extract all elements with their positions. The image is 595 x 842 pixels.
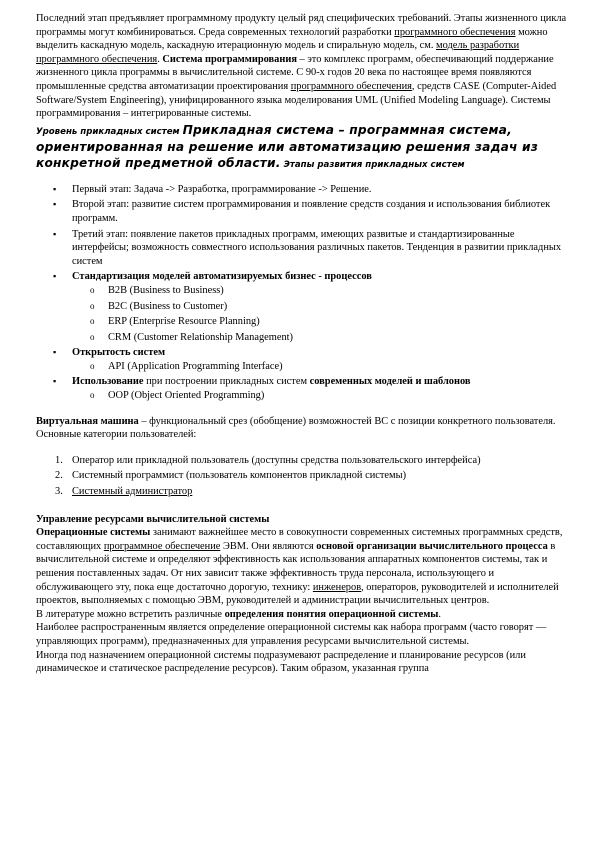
os-text: ЭВМ. Они являются bbox=[220, 540, 317, 552]
list-item bbox=[72, 389, 568, 403]
sysadmin-link[interactable]: Системный администратор bbox=[72, 486, 193, 498]
model-item: CRM (Customer Relationship Management) bbox=[108, 331, 293, 343]
users-list bbox=[36, 454, 568, 499]
model-item: ERP (Enterprise Resource Planning) bbox=[108, 316, 260, 328]
os-paragraph bbox=[36, 526, 568, 608]
virtual-machine-term: Виртуальная машина bbox=[36, 415, 139, 427]
engineers-link[interactable]: инженеров bbox=[312, 581, 362, 593]
user-category: Системный программист (пользователь компонентов прикладной системы) bbox=[72, 470, 407, 482]
list-item bbox=[36, 375, 568, 402]
section-title: Управление ресурсами вычислительной системы bbox=[36, 513, 270, 525]
applied-system-definition: Прикладная система – программная система, ориентированная на решение или автоматизацию решения задач из конкретной предметной области. bbox=[36, 122, 539, 170]
list-item bbox=[72, 300, 568, 314]
intro-text: можно выделить каскадную модель, каскадную итерационную модель и спиральную модель, см. bbox=[36, 26, 548, 52]
list-item bbox=[72, 331, 568, 345]
list-item bbox=[36, 183, 568, 197]
stage-text: Второй этап: развитие систем программирования и появление средств создания и использования библиотек программ. bbox=[72, 199, 551, 224]
api-item: API (Application Programming Interface) bbox=[108, 360, 283, 372]
list-item bbox=[36, 485, 568, 499]
patterns-list bbox=[72, 389, 568, 403]
intro-text: Последний этап предъявляет программному продукту целый ряд специфических требований. Этапы жизненного цикла программы могут комбинироваться. Среда современных технологий разработки bbox=[36, 13, 567, 38]
intro-text: . bbox=[157, 53, 163, 65]
list-item bbox=[36, 270, 568, 344]
definitions-term: определения понятия операционной системы bbox=[224, 608, 439, 620]
stages-list bbox=[36, 183, 568, 403]
intro-text: – это комплекс программ, обеспечивающий поддержание жизненного цикла программы в вычислительной системе. С 90-х годов 20 века по настоящее время появляются промышленные средства автоматизации проектирования bbox=[36, 53, 554, 92]
open-systems-list bbox=[72, 360, 568, 374]
list-number: 3. bbox=[55, 486, 63, 498]
business-models-list bbox=[72, 284, 568, 344]
definitions-text: В литературе можно встретить различные bbox=[36, 608, 225, 620]
stage-text: Стандартизация моделей автоматизируемых бизнес - процессов bbox=[72, 271, 372, 283]
intro-text: , средств CASE (Computer-Aided Software/System Engineering), унифицированного языка моделирования UML (Unified Modeling Language). Системы программирования – интегрированные системы. bbox=[36, 80, 557, 120]
heading-level-label: Уровень прикладных систем bbox=[36, 126, 183, 137]
intro-paragraph bbox=[36, 12, 568, 121]
virtual-machine-text: – функциональный срез (обобщение) возможностей ВС с позиции конкретного пользователя. Основные категории пользователей: bbox=[36, 415, 556, 441]
stage-text: современных моделей и шаблонов bbox=[309, 376, 471, 388]
stage-text: Третий этап: появление пакетов прикладных программ, имеющих развитые и стандартизированные интерфейсы; возможность совместного использования различных пакетов. Тенденция в развитии прикладных систем bbox=[72, 228, 562, 267]
list-item bbox=[36, 228, 568, 269]
definitions-line bbox=[36, 608, 568, 622]
stage-text: Первый этап: Задача -> Разработка, программирование -> Решение. bbox=[72, 183, 372, 195]
dev-model-link[interactable]: модель разработки программного обеспечения bbox=[36, 40, 520, 65]
os-text: занимают важнейшее место в совокупности современных системных программных средств, составляющих bbox=[36, 527, 563, 552]
definitions-text: . bbox=[438, 608, 442, 620]
list-item bbox=[72, 360, 568, 374]
common-definition-paragraph: Наиболее распространенным является определение операционной системы как набора программ (часто говорят — управляющих программ), предназначенных для управления ресурсами вычислительной системы. bbox=[36, 622, 547, 647]
os-basis-term: основой организации вычислительного процесса bbox=[316, 540, 548, 552]
programming-system-term: Система программирования bbox=[162, 53, 297, 65]
applied-systems-heading bbox=[36, 123, 568, 173]
stage-text: Открытость систем bbox=[72, 347, 166, 359]
list-item bbox=[36, 469, 568, 483]
software-link-3[interactable]: программное обеспечение bbox=[103, 540, 221, 552]
model-item: B2B (Business to Business) bbox=[108, 284, 224, 296]
os-term: Операционные системы bbox=[36, 527, 151, 539]
list-number: 1. bbox=[55, 454, 63, 466]
stage-text: при построении прикладных систем bbox=[143, 376, 310, 388]
os-text: , операторов, руководителей и исполнителей проектов, выполняемых с помощью ЭВМ, руководителей и администрации вычислительных центров. bbox=[36, 581, 559, 607]
model-item: B2C (Business to Customer) bbox=[108, 300, 228, 312]
list-item bbox=[72, 284, 568, 298]
oop-item: OOP (Object Oriented Programming) bbox=[108, 390, 265, 402]
os-text: в вычислительной системе и определяют эффективность как использования аппаратных компонентов системы, так и решения поставленных задач. От них зависит также эффективность труда персонала, использующего и обслуживающего эту, пока еще достаточно дорогую, технику: bbox=[36, 540, 556, 593]
purpose-paragraph: Иногда под назначением операционной системы подразумевают распределение и планирование ресурсов (или динамическое и статическое распределение ресурсов). Таким образом, указанная группа bbox=[36, 649, 526, 675]
list-item bbox=[36, 346, 568, 373]
heading-stages-label: Этапы развития прикладных систем bbox=[280, 159, 465, 170]
list-number: 2. bbox=[55, 470, 63, 482]
list-item bbox=[36, 454, 568, 468]
user-category: Оператор или прикладной пользователь (доступны средства пользовательского интерфейса) bbox=[72, 454, 481, 466]
stage-text: Использование bbox=[72, 376, 144, 388]
software-link-2[interactable]: программного обеспечения bbox=[290, 80, 412, 92]
document-body bbox=[36, 12, 568, 676]
software-link[interactable]: программного обеспечения bbox=[394, 26, 516, 38]
list-item bbox=[36, 198, 568, 225]
virtual-machine-paragraph bbox=[36, 415, 568, 442]
list-item bbox=[72, 315, 568, 329]
